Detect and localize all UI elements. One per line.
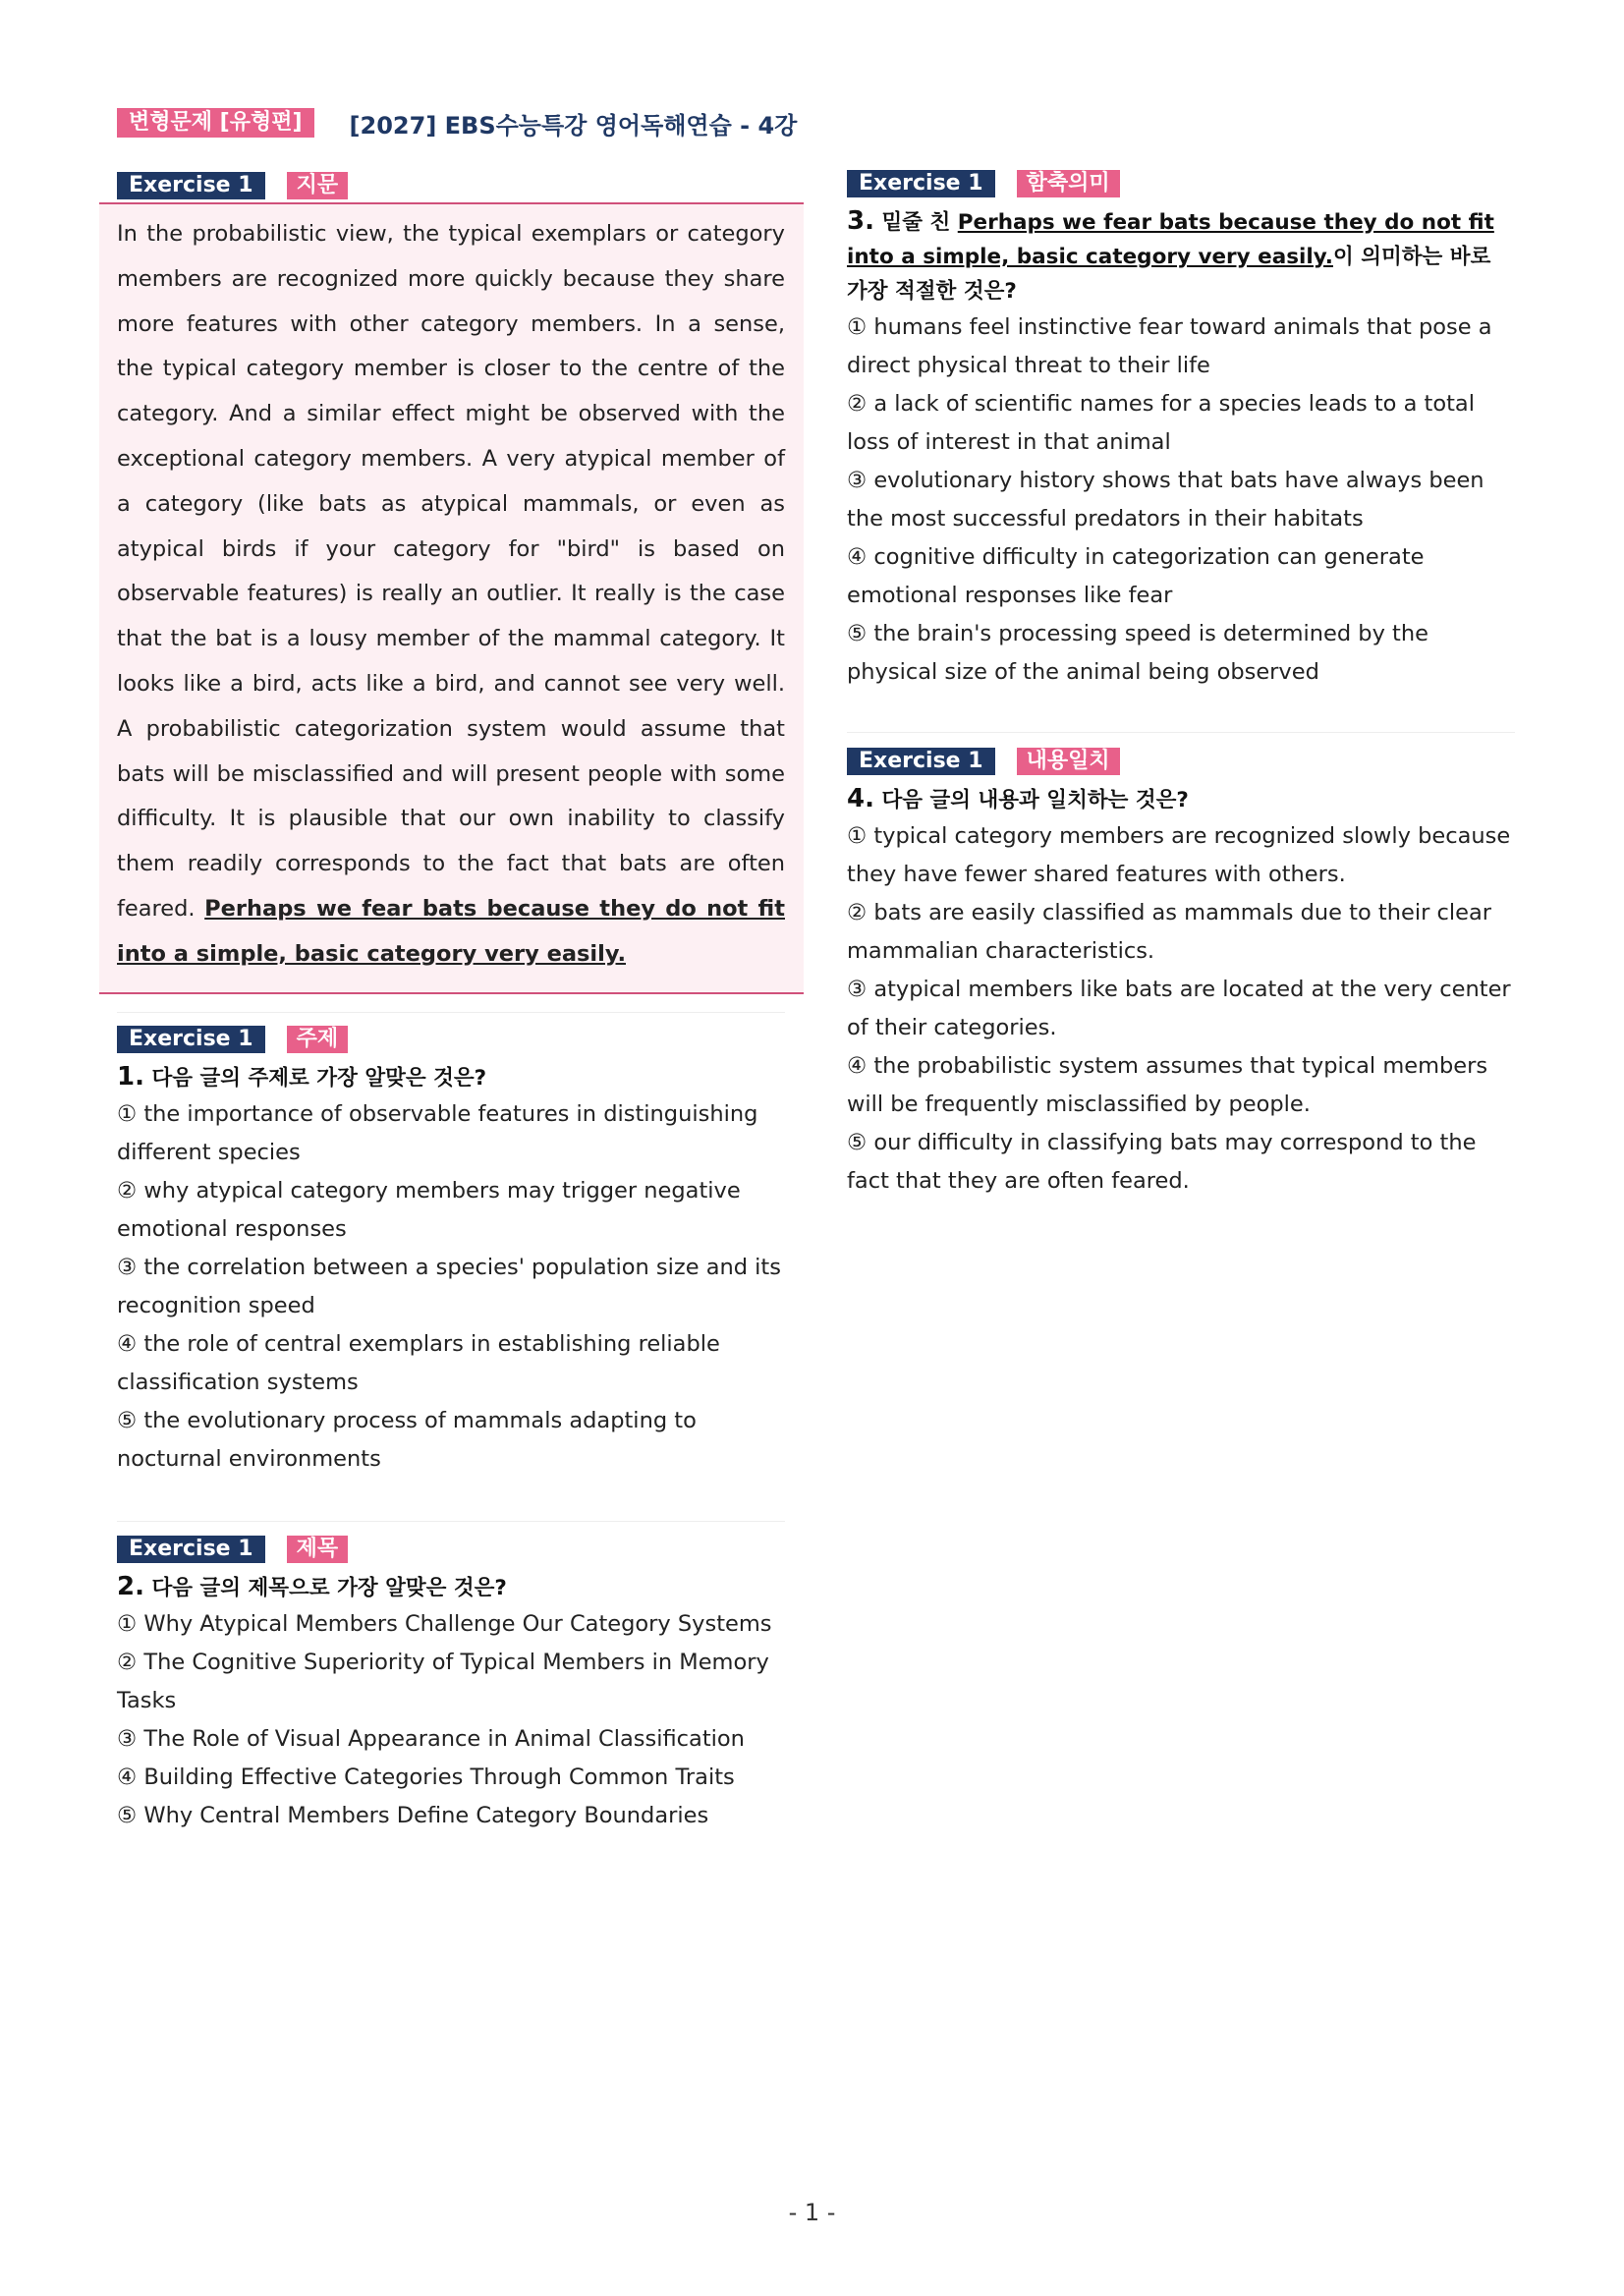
prompt-underlined: Perhaps we fear bats because they do not fit into a simple, basic category very easily. bbox=[847, 210, 1494, 269]
type-badge: 제목 bbox=[287, 1536, 349, 1563]
answer-option-4: ④ Building Effective Categories Through Common Traits bbox=[117, 1764, 735, 1790]
type-badge: 지문 bbox=[287, 172, 349, 199]
answer-option-1: ① humans feel instinctive fear toward animals that pose a direct physical threat to their life bbox=[847, 314, 1492, 378]
divider bbox=[117, 1012, 785, 1013]
option-list bbox=[847, 308, 1515, 692]
prompt-text: 다음 글의 내용과 일치하는 것은? bbox=[881, 788, 1189, 812]
type-badge: 주제 bbox=[287, 1026, 349, 1053]
answer-option-4: ④ the role of central exemplars in establishing reliable classification systems bbox=[117, 1331, 720, 1395]
divider bbox=[117, 1521, 785, 1522]
exercise-badge: Exercise 1 bbox=[117, 1026, 265, 1053]
answer-option-5: ⑤ the evolutionary process of mammals adapting to nocturnal environments bbox=[117, 1408, 697, 1472]
answer-option-4: ④ cognitive difficulty in categorization can generate emotional responses like fear bbox=[847, 544, 1425, 608]
prompt-text-after: 이 의미하는 바로 가장 적절한 것은? bbox=[847, 245, 1491, 304]
exercise-badge: Exercise 1 bbox=[847, 170, 995, 197]
page-header bbox=[117, 106, 797, 140]
type-badge: 함축의미 bbox=[1017, 170, 1120, 197]
question-number: 1. bbox=[117, 1062, 144, 1092]
header-title: [2027] EBS수능특강 영어독해연습 - 4강 bbox=[349, 111, 798, 140]
prompt-text: 밑줄 친 bbox=[881, 210, 958, 235]
header-tag: 변형문제 [유형편] bbox=[117, 108, 314, 138]
answer-option-5: ⑤ Why Central Members Define Category Boundaries bbox=[117, 1803, 709, 1828]
passage-box bbox=[99, 202, 804, 994]
answer-option-2: ② bats are easily classified as mammals due to their clear mammalian characteristics. bbox=[847, 900, 1491, 964]
exercise-badge: Exercise 1 bbox=[847, 748, 995, 775]
exercise-badge: Exercise 1 bbox=[117, 172, 265, 199]
question-4 bbox=[847, 747, 1515, 1201]
exercise-badge: Exercise 1 bbox=[117, 1536, 265, 1563]
answer-option-3: ③ evolutionary history shows that bats have always been the most successful predators in their habitats bbox=[847, 468, 1484, 532]
option-list bbox=[847, 817, 1515, 1201]
question-number: 2. bbox=[117, 1572, 144, 1601]
answer-option-1: ① Why Atypical Members Challenge Our Category Systems bbox=[117, 1611, 772, 1637]
answer-option-2: ② The Cognitive Superiority of Typical Members in Memory Tasks bbox=[117, 1650, 769, 1713]
passage-label bbox=[117, 171, 348, 200]
question-prompt bbox=[117, 1570, 785, 1605]
passage-body: In the probabilistic view, the typical exemplars or category members are recognized more quickly because they share more features with other category members. In a sense, the typical category member is closer to the centre of the category. And a similar effect might be observed with the exceptional category members. A very atypical member of a category (like bats as atypical mammals, or even as atypical birds if your category for "bird" is based on observable features) is really an outlier. It really is the case that the bat is a lousy member of the mammal category. It looks like a bird, acts like a bird, and cannot see very well. A probabilistic categorization system would assume that bats will be misclassified and will present people with some difficulty. It is plausible that our own inability to classify them readily corresponds to the fact that bats are often feared. bbox=[117, 221, 785, 922]
passage-text bbox=[117, 212, 785, 978]
answer-option-3: ③ The Role of Visual Appearance in Animal Classification bbox=[117, 1726, 745, 1752]
answer-option-4: ④ the probabilistic system assumes that typical members will be frequently misclassified by people. bbox=[847, 1053, 1488, 1117]
question-prompt bbox=[847, 204, 1515, 308]
answer-option-2: ② why atypical category members may trigger negative emotional responses bbox=[117, 1178, 741, 1242]
question-2 bbox=[117, 1535, 785, 1835]
question-1 bbox=[117, 1025, 785, 1479]
prompt-text: 다음 글의 제목으로 가장 알맞은 것은? bbox=[151, 1576, 507, 1600]
answer-option-3: ③ the correlation between a species' population size and its recognition speed bbox=[117, 1255, 781, 1318]
answer-option-5: ⑤ the brain's processing speed is determined by the physical size of the animal being observed bbox=[847, 621, 1428, 685]
answer-option-3: ③ atypical members like bats are located at the very center of their categories. bbox=[847, 977, 1511, 1040]
answer-option-2: ② a lack of scientific names for a species leads to a total loss of interest in that animal bbox=[847, 391, 1475, 455]
question-3 bbox=[847, 169, 1515, 692]
question-number: 4. bbox=[847, 784, 874, 813]
answer-option-5: ⑤ our difficulty in classifying bats may correspond to the fact that they are often feared. bbox=[847, 1130, 1477, 1194]
divider bbox=[847, 732, 1515, 733]
question-number: 3. bbox=[847, 206, 874, 236]
question-prompt bbox=[847, 782, 1515, 817]
page-number: - 1 - bbox=[788, 2199, 836, 2226]
option-list bbox=[117, 1605, 785, 1835]
answer-option-1: ① the importance of observable features in distinguishing different species bbox=[117, 1101, 758, 1165]
passage-underlined: Perhaps we fear bats because they do not fit into a simple, basic category very easily. bbox=[117, 895, 785, 967]
answer-option-1: ① typical category members are recognized slowly because they have fewer shared features with others. bbox=[847, 823, 1511, 887]
prompt-text: 다음 글의 주제로 가장 알맞은 것은? bbox=[151, 1066, 487, 1091]
question-prompt bbox=[117, 1060, 785, 1095]
option-list bbox=[117, 1095, 785, 1479]
type-badge: 내용일치 bbox=[1017, 748, 1120, 775]
